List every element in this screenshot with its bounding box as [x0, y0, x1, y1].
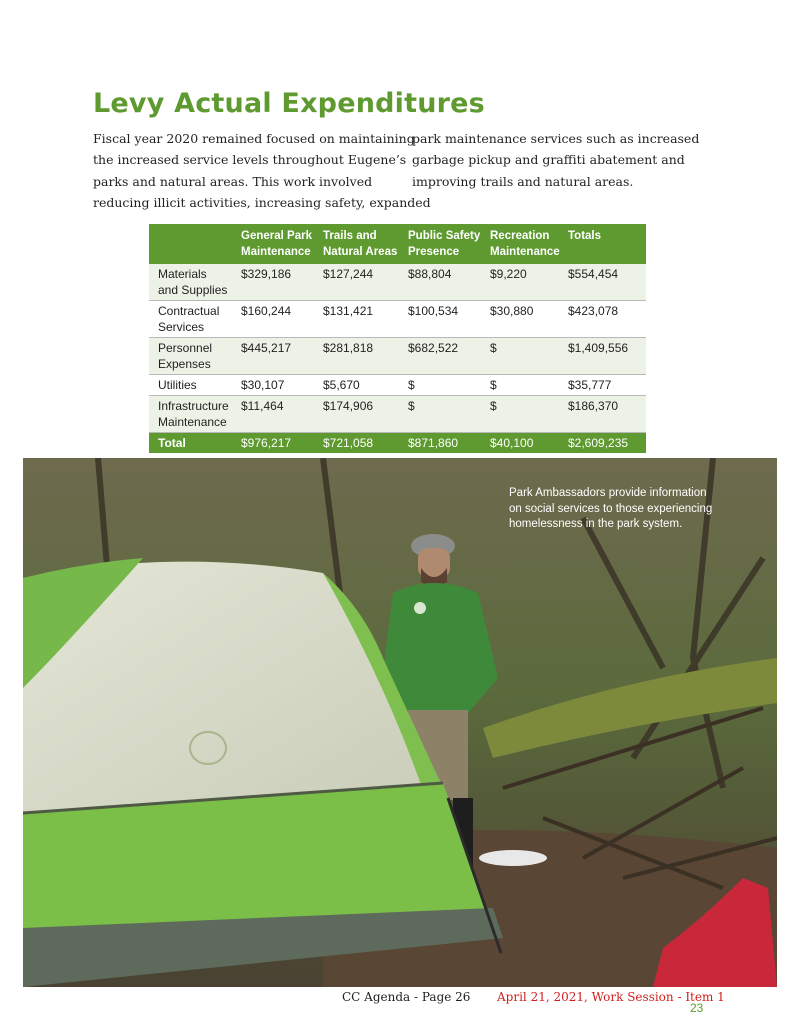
- header-cell-public-safety: Public Safety Presence: [404, 224, 486, 264]
- table-row: [149, 301, 646, 338]
- caption-line: homelessness in the park system.: [509, 518, 683, 530]
- footer-session: April 21, 2021, Work Session - Item 1: [497, 990, 725, 1004]
- row-label: Materials and Supplies: [149, 264, 237, 301]
- intro-line: garbage pickup and graffiti abatement and: [412, 152, 685, 168]
- table-cell: $554,454: [564, 264, 646, 301]
- table-cell: $11,464: [237, 396, 319, 433]
- caption-line: Park Ambassadors provide information: [509, 487, 707, 499]
- total-cell: $976,217: [237, 433, 319, 454]
- intro-line: reducing illicit activities, increasing safety, expanded: [93, 194, 431, 210]
- table-cell: $88,804: [404, 264, 486, 301]
- intro-line: parks and natural areas. This work involved: [93, 173, 373, 189]
- expenditures-table: [149, 224, 646, 453]
- table-cell: $174,906: [319, 396, 404, 433]
- intro-line: Fiscal year 2020 remained focused on maintaining: [93, 131, 415, 146]
- header-cell-blank: [149, 224, 237, 264]
- table-cell: $423,078: [564, 301, 646, 338]
- page-title: Levy Actual Expenditures: [93, 88, 485, 119]
- total-cell: $871,860: [404, 433, 486, 454]
- table-cell: $281,818: [319, 338, 404, 375]
- table-cell: $186,370: [564, 396, 646, 433]
- intro-line: improving trails and natural areas.: [412, 173, 634, 189]
- white-bag: [479, 850, 547, 866]
- table-row: [149, 264, 646, 301]
- table-cell: $5,670: [319, 375, 404, 396]
- table-total-row: [149, 433, 646, 454]
- photo-illustration: [23, 458, 777, 987]
- table-cell: $: [486, 338, 564, 375]
- header-cell-general-park: General Park Maintenance: [237, 224, 319, 264]
- park-ambassador-photo: [23, 458, 777, 987]
- table-cell: $35,777: [564, 375, 646, 396]
- row-label: Contractual Services: [149, 301, 237, 338]
- page-number: 23: [690, 1001, 704, 1015]
- footer-agenda: CC Agenda - Page 26: [342, 990, 471, 1004]
- total-label: Total: [149, 433, 237, 454]
- row-label: Utilities: [149, 375, 237, 396]
- total-cell: $2,609,235: [564, 433, 646, 454]
- caption-line: on social services to those experiencing: [509, 502, 713, 515]
- table-row: [149, 375, 646, 396]
- total-cell: $721,058: [319, 433, 404, 454]
- table-cell: $445,217: [237, 338, 319, 375]
- photo-caption: [509, 486, 724, 533]
- table-cell: $127,244: [319, 264, 404, 301]
- table-row: [149, 396, 646, 433]
- row-label: Personnel Expenses: [149, 338, 237, 375]
- total-cell: $40,100: [486, 433, 564, 454]
- table-cell: $131,421: [319, 301, 404, 338]
- table-cell: $: [486, 396, 564, 433]
- table-cell: $682,522: [404, 338, 486, 375]
- intro-line: the increased service levels throughout Eugene’s: [93, 152, 407, 168]
- table-cell: $9,220: [486, 264, 564, 301]
- table-cell: $329,186: [237, 264, 319, 301]
- intro-line: park maintenance services such as increased: [412, 131, 700, 146]
- table-cell: $1,409,556: [564, 338, 646, 375]
- table-cell: $: [404, 396, 486, 433]
- intro-column-left: [93, 128, 431, 213]
- table-cell: $30,107: [237, 375, 319, 396]
- row-label: Infrastructure Maintenance: [149, 396, 237, 433]
- table-cell: $: [404, 375, 486, 396]
- table-cell: $: [486, 375, 564, 396]
- table-cell: $160,244: [237, 301, 319, 338]
- header-cell-totals: Totals: [564, 224, 646, 264]
- table-row: [149, 338, 646, 375]
- table-cell: $30,880: [486, 301, 564, 338]
- intro-column-right: [412, 128, 717, 192]
- table-cell: $100,534: [404, 301, 486, 338]
- header-cell-recreation: Recreation Maintenance: [486, 224, 564, 264]
- header-cell-trails: Trails and Natural Areas: [319, 224, 404, 264]
- table-header: [149, 224, 646, 264]
